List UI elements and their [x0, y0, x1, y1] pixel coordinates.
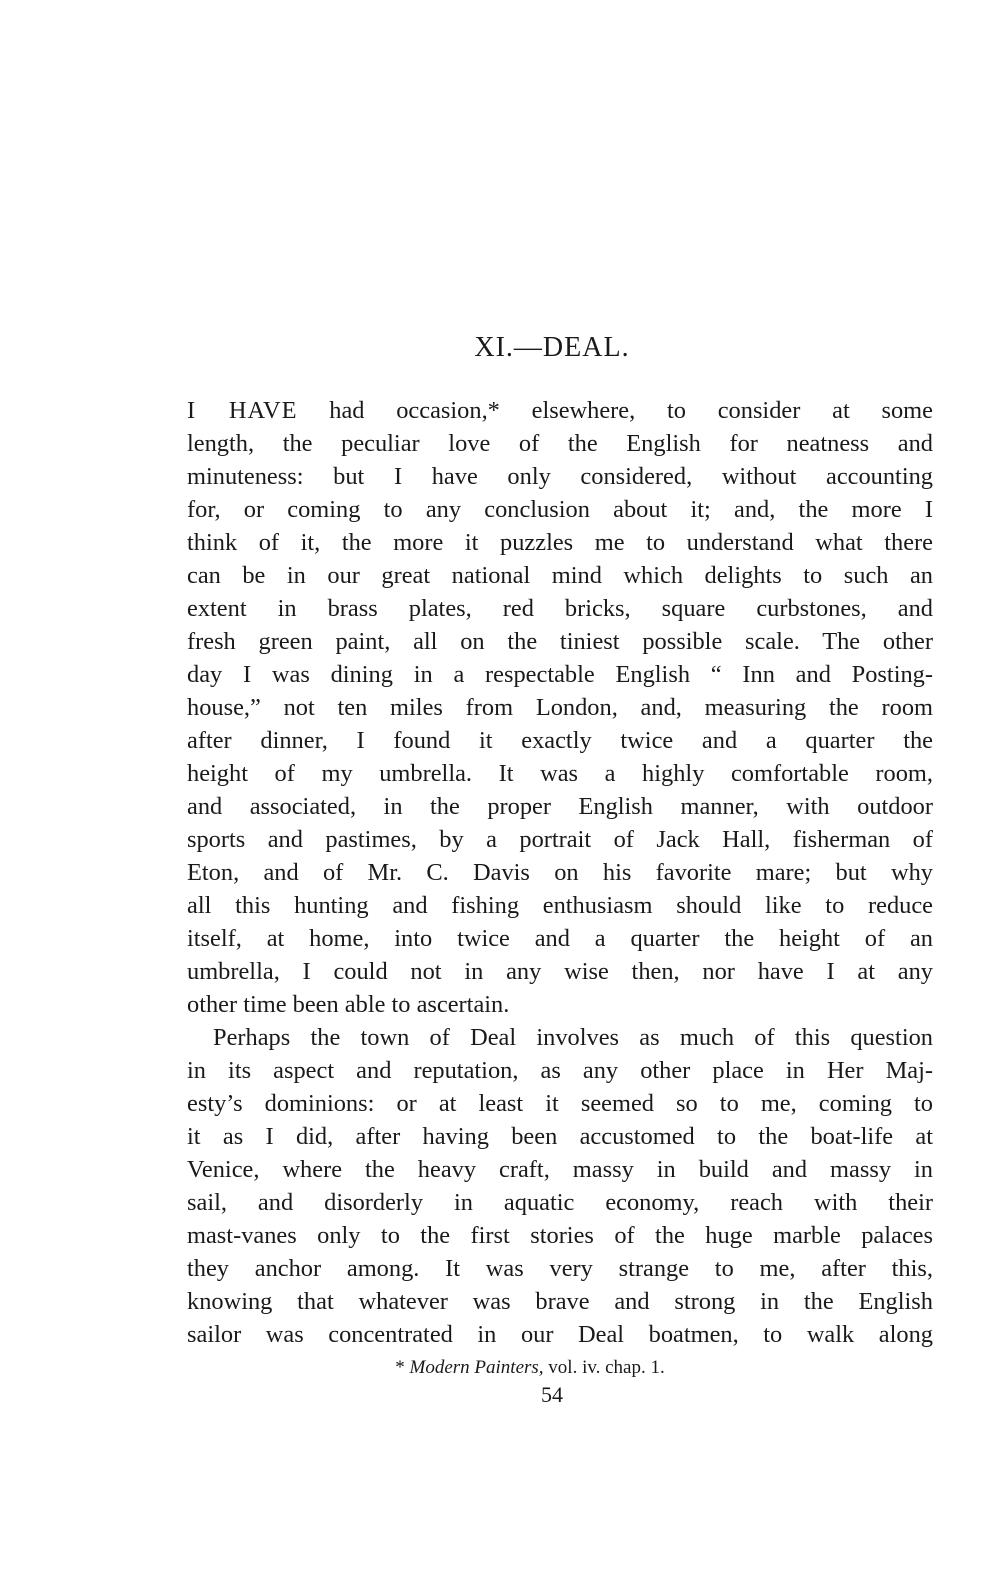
text-line: esty’s dominions: or at least it seemed so to me, coming to	[187, 1090, 933, 1117]
text-line: sailor was concentrated in our Deal boatmen, to walk along	[187, 1321, 933, 1348]
text-line	[187, 394, 933, 427]
footnote	[0, 1355, 1000, 1381]
text-line-content: had occasion,* elsewhere, to consider at some	[329, 397, 933, 424]
text-line: it as I did, after having been accustomed to the boat-life at	[187, 1123, 933, 1150]
text-line: after dinner, I found it exactly twice and a quarter the	[187, 727, 933, 754]
text-line: sail, and disorderly in aquatic economy, reach with their	[187, 1189, 933, 1216]
text-line: knowing that whatever was brave and strong in the English	[187, 1288, 933, 1315]
footnote-reference: vol. iv. chap. 1.	[548, 1357, 665, 1378]
text-line: length, the peculiar love of the English for neatness and	[187, 430, 933, 457]
text-line: height of my umbrella. It was a highly comfortable room,	[187, 760, 933, 787]
paragraph-2	[187, 1021, 933, 1351]
text-line: day I was dining in a respectable English “ Inn and Posting-	[187, 661, 933, 688]
text-line: Eton, and of Mr. C. Davis on his favorite mare; but why	[187, 859, 933, 886]
paragraph-1	[187, 394, 933, 1021]
text-line: sports and pastimes, by a portrait of Jack Hall, fisherman of	[187, 826, 933, 853]
text-line: house,” not ten miles from London, and, measuring the room	[187, 694, 933, 721]
text-line: they anchor among. It was very strange to me, after this,	[187, 1255, 933, 1282]
text-line: other time been able to ascertain.	[187, 991, 510, 1018]
chapter-title: XI.—DEAL.	[474, 332, 630, 363]
text-line: Perhaps the town of Deal involves as much of this question	[213, 1024, 933, 1051]
text-line: in its aspect and reputation, as any other place in Her Maj-	[187, 1057, 933, 1084]
text-line: minuteness: but I have only considered, without accounting	[187, 463, 933, 490]
text-line: can be in our great national mind which delights to such an	[187, 562, 933, 589]
text-line: fresh green paint, all on the tiniest possible scale. The other	[187, 628, 933, 655]
body-text	[187, 394, 933, 1351]
text-line: think of it, the more it puzzles me to understand what there	[187, 529, 933, 556]
text-line: umbrella, I could not in any wise then, nor have I at any	[187, 958, 933, 985]
text-line: itself, at home, into twice and a quarter the height of an	[187, 925, 933, 952]
text-line: all this hunting and fishing enthusiasm should like to reduce	[187, 892, 933, 919]
opening-words: I HAVE	[187, 397, 298, 424]
text-line: Venice, where the heavy craft, massy in build and massy in	[187, 1156, 933, 1183]
text-line: for, or coming to any conclusion about it; and, the more I	[187, 496, 933, 523]
text-line: mast-vanes only to the first stories of the huge marble palaces	[187, 1222, 933, 1249]
footnote-marker: *	[395, 1357, 405, 1378]
text-line: extent in brass plates, red bricks, square curbstones, and	[187, 595, 933, 622]
text-line: and associated, in the proper English manner, with outdoor	[187, 793, 933, 820]
footnote-work-title: Modern Painters,	[409, 1357, 544, 1378]
page-number: 54	[541, 1382, 563, 1407]
